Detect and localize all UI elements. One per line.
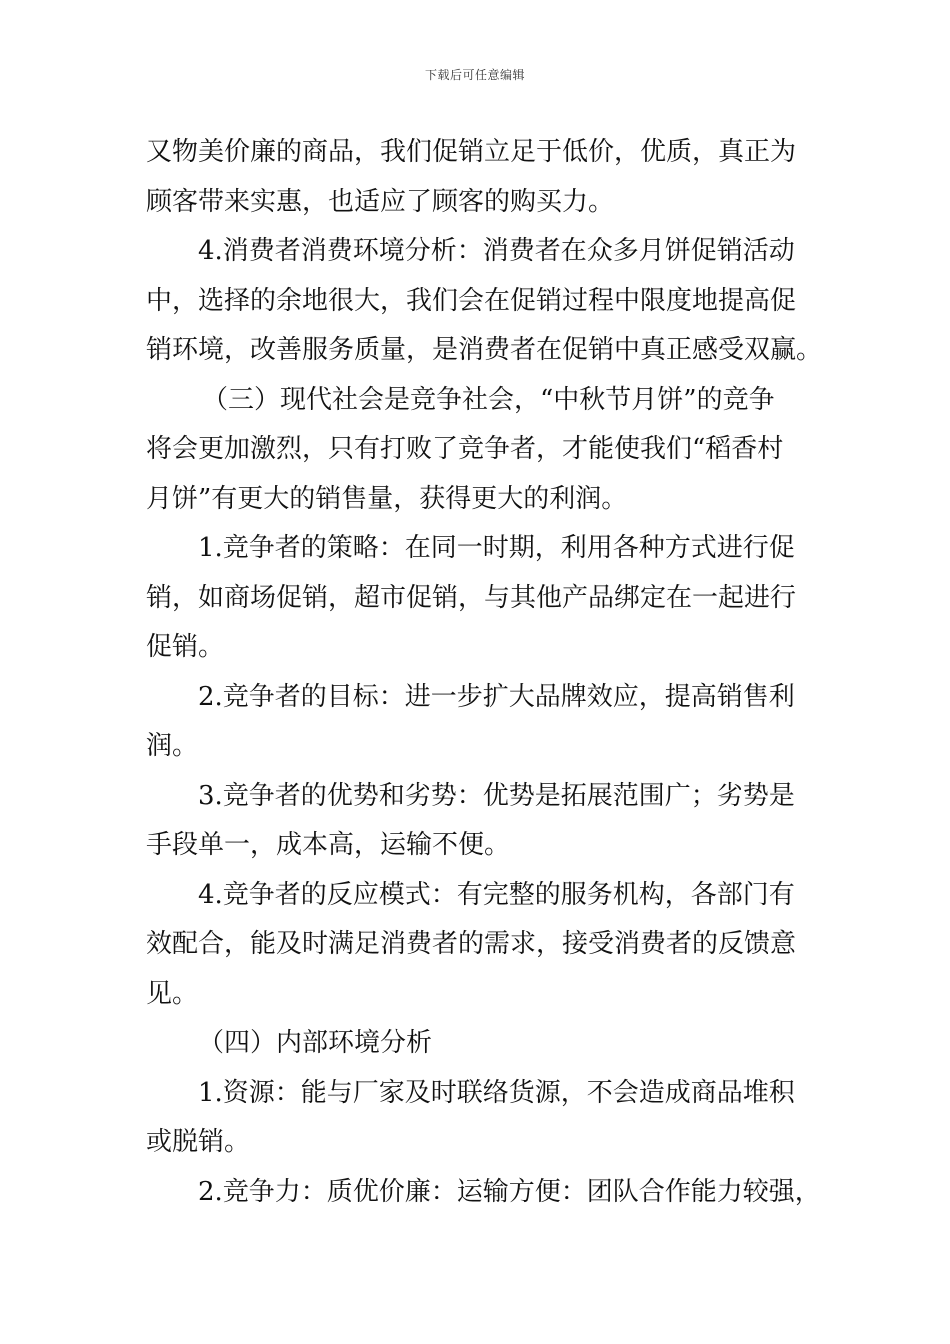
text-line: 销环境，改善服务质量，是消费者在促销中真正感受双赢。 (146, 335, 823, 365)
text-line: 1.竞争者的策略：在同一时期，利用各种方式进行促 (198, 533, 795, 563)
text-line: 2.竞争力：质优价廉：运输方便：团队合作能力较强， (198, 1176, 821, 1207)
document-body (146, 128, 826, 1217)
text-line: 效配合，能及时满足消费者的需求，接受消费者的反馈意 (146, 929, 797, 959)
text-line: 润。 (146, 731, 199, 761)
section-heading: （三）现代社会是竞争社会，“中秋节月饼”的竞争 (202, 384, 775, 415)
text-line: 4.消费者消费环境分析：消费者在众多月饼促销活动 (198, 236, 795, 266)
text-line: 见。 (146, 978, 199, 1009)
text-line: 中，选择的余地很大，我们会在促销过程中限度地提高促 (146, 285, 797, 316)
text-line: 4.竞争者的反应模式：有完整的服务机构，各部门有 (198, 879, 795, 910)
text-line: 2.竞争者的目标：进一步扩大品牌效应，提高销售利 (198, 681, 795, 712)
text-line: 顾客带来实惠，也适应了顾客的购买力。 (146, 186, 615, 217)
text-line: 将会更加激烈，只有打败了竞争者，才能使我们“稻香村 (146, 434, 784, 464)
text-line: 月饼”有更大的销售量，获得更大的利润。 (146, 483, 628, 514)
text-line: 1.资源：能与厂家及时联络货源，不会造成商品堆积 (198, 1077, 795, 1108)
text-line: 又物美价廉的商品，我们促销立足于低价，优质，真正为 (146, 137, 797, 167)
page-header: 下载后可任意编辑 (424, 68, 525, 82)
text-line: 手段单一，成本高，运输不便。 (146, 830, 511, 860)
text-line: 促销。 (146, 632, 225, 662)
text-line: 销，如商场促销，超市促销，与其他产品绑定在一起进行 (146, 582, 797, 613)
text-line: 3.竞争者的优势和劣势：优势是拓展范围广；劣势是 (198, 780, 795, 811)
text-line: 或脱销。 (146, 1127, 251, 1157)
section-heading: （四）内部环境分析 (198, 1028, 433, 1058)
